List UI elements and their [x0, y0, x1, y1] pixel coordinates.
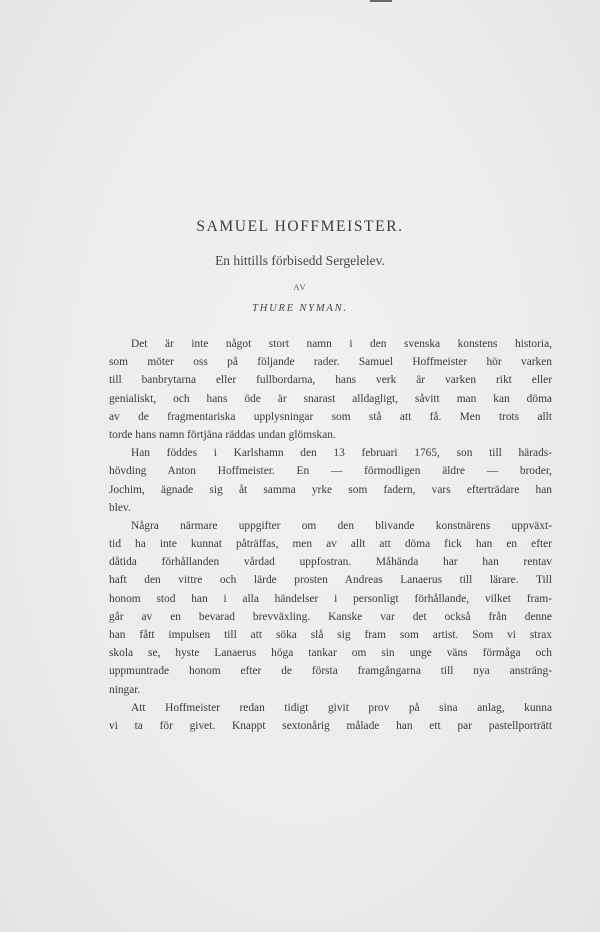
body-line: Några närmare uppgifter om den blivande konstnärens uppväxt- — [131, 519, 552, 532]
body-line: går av en bevarad brevväxling. Kanske var det också från denne — [109, 610, 552, 623]
body-line: han fått impulsen till att söka slå sig fram som artist. Som vi strax — [109, 629, 552, 641]
page-edge-mark — [370, 0, 392, 2]
body-line: torde hans namn förtjäna räddas undan glömskan. — [109, 428, 336, 441]
body-line: vi ta för givet. Knappt sextonårig målade han ett par pastellporträtt — [109, 719, 552, 732]
body-line: uppmuntrade honom efter de första framgångarna till nya ansträng- — [109, 665, 552, 678]
body-line: tid ha inte kunnat påträffas, men av allt att döma fick han en efter — [109, 538, 552, 551]
article-title: SAMUEL HOFFMEISTER. — [196, 218, 404, 235]
body-line: Det är inte något stort namn i den svenska konstens historia, — [131, 338, 552, 350]
body-line: hövding Anton Hoffmeister. En — förmodligen äldre — broder, — [109, 465, 552, 478]
body-line: som möter oss på följande rader. Samuel Hoffmeister hör varken — [109, 356, 552, 369]
body-line: honom stod han i alla händelser i personligt förhållande, vilket fram- — [109, 592, 552, 605]
article-body — [109, 335, 552, 735]
body-line: Han föddes i Karlshamn den 13 februari 1765, son till härads- — [131, 447, 552, 460]
body-line: dåtida förhållanden vårdad uppfostran. Måhända har han rentav — [109, 556, 552, 569]
body-line: blev. — [109, 501, 131, 514]
body-line: till banbrytarna eller fullbordarna, hans verk är varken rikt eller — [109, 374, 552, 387]
byline-prefix: AV — [293, 282, 307, 292]
body-line: genialiskt, och hans öde är snarast alldagligt, såvitt man kan döma — [109, 392, 552, 405]
body-line: haft den vittre och lärde prosten Andreas Lanaerus till lärare. Till — [109, 574, 552, 587]
article-subtitle: En hittills förbisedd Sergelelev. — [215, 253, 385, 268]
body-line: av de fragmentariska upplysningar som stå att få. Men trots allt — [109, 410, 552, 423]
body-line: Att Hoffmeister redan tidigt givit prov på sina anlag, kunna — [131, 701, 552, 714]
body-line: ningar. — [109, 683, 141, 696]
author-name: THURE NYMAN. — [252, 303, 348, 314]
body-line: Jochim, ägnade sig åt samma yrke som fadern, vars efterträdare han — [109, 483, 552, 496]
body-line: skola se, hyste Lanaerus höga tankar om sin unge väns förmåga och — [109, 647, 552, 660]
